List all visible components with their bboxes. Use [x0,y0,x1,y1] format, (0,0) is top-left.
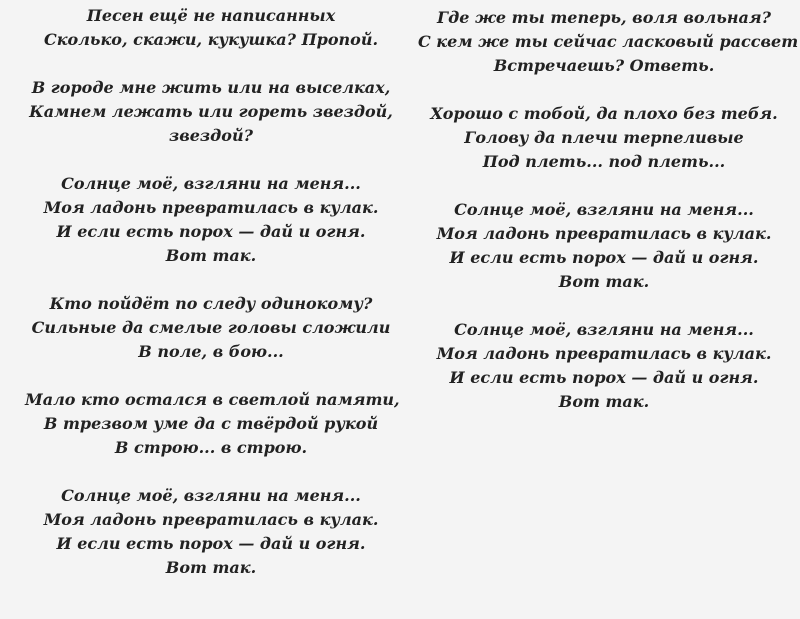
lyric-line: В поле, в бою... [138,342,284,361]
stanza-verse-6 [418,102,790,174]
lyric-line: Вот так. [165,558,257,577]
lyric-line: Песен ещё не написанных [86,6,336,25]
lyric-line: Вот так. [558,272,650,291]
lyric-line: Моя ладонь превратилась в кулак. [43,510,379,529]
lyric-line: Моя ладонь превратилась в кулак. [43,198,379,217]
lyric-line: Где же ты теперь, воля вольная? [437,8,771,27]
lyric-line: Мало кто остался в светлой памяти, [25,390,400,409]
lyric-line: Солнце моё, взгляни на меня... [454,200,754,219]
lyric-line: И если есть порох — дай и огня. [56,534,366,553]
lyric-line: Солнце моё, взгляни на меня... [61,486,361,505]
lyric-line: Кто пойдёт по следу одинокому? [49,294,373,313]
stanza-verse-2 [25,76,397,148]
stanza-verse-5 [418,6,799,78]
lyric-line: Вот так. [558,392,650,411]
lyric-line: В трезвом уме да с твёрдой рукой [43,414,379,433]
lyric-line: Моя ладонь превратилась в кулак. [436,344,772,363]
stanza-chorus-3 [418,198,790,294]
lyric-line: Солнце моё, взгляни на меня... [61,174,361,193]
lyrics-column-left [25,4,400,580]
lyric-line: Вот так. [165,246,257,265]
stanza-chorus-1 [25,172,397,268]
lyric-line: Под плеть... под плеть... [482,152,726,171]
lyric-line: И если есть порох — дай и огня. [449,248,759,267]
lyric-line: Сильные да смелые головы сложили [31,318,391,337]
stanza-verse-3 [25,292,397,364]
stanza-verse-1 [25,4,397,52]
lyric-line: И если есть порох — дай и огня. [449,368,759,387]
stanza-chorus-4 [418,318,790,414]
lyric-line: Хорошо с тобой, да плохо без тебя. [430,104,778,123]
lyric-line: Моя ладонь превратилась в кулак. [436,224,772,243]
lyric-line: Голову да плечи терпеливые [464,128,744,147]
lyric-line: звездой? [169,126,253,145]
lyric-line: Сколько, скажи, кукушка? Пропой. [43,30,379,49]
lyric-line: Солнце моё, взгляни на меня... [454,320,754,339]
lyric-line: И если есть порох — дай и огня. [56,222,366,241]
lyric-line: В городе мне жить или на выселках, [31,78,391,97]
stanza-verse-4 [25,388,400,460]
lyric-line: Камнем лежать или гореть звездой, [29,102,393,121]
lyric-line: С кем же ты сейчас ласковый рассвет [418,32,799,51]
lyric-line: В строю... в строю. [114,438,308,457]
stanza-chorus-2 [25,484,397,580]
lyric-line: Встречаешь? Ответь. [493,56,715,75]
lyrics-column-right [418,6,799,414]
